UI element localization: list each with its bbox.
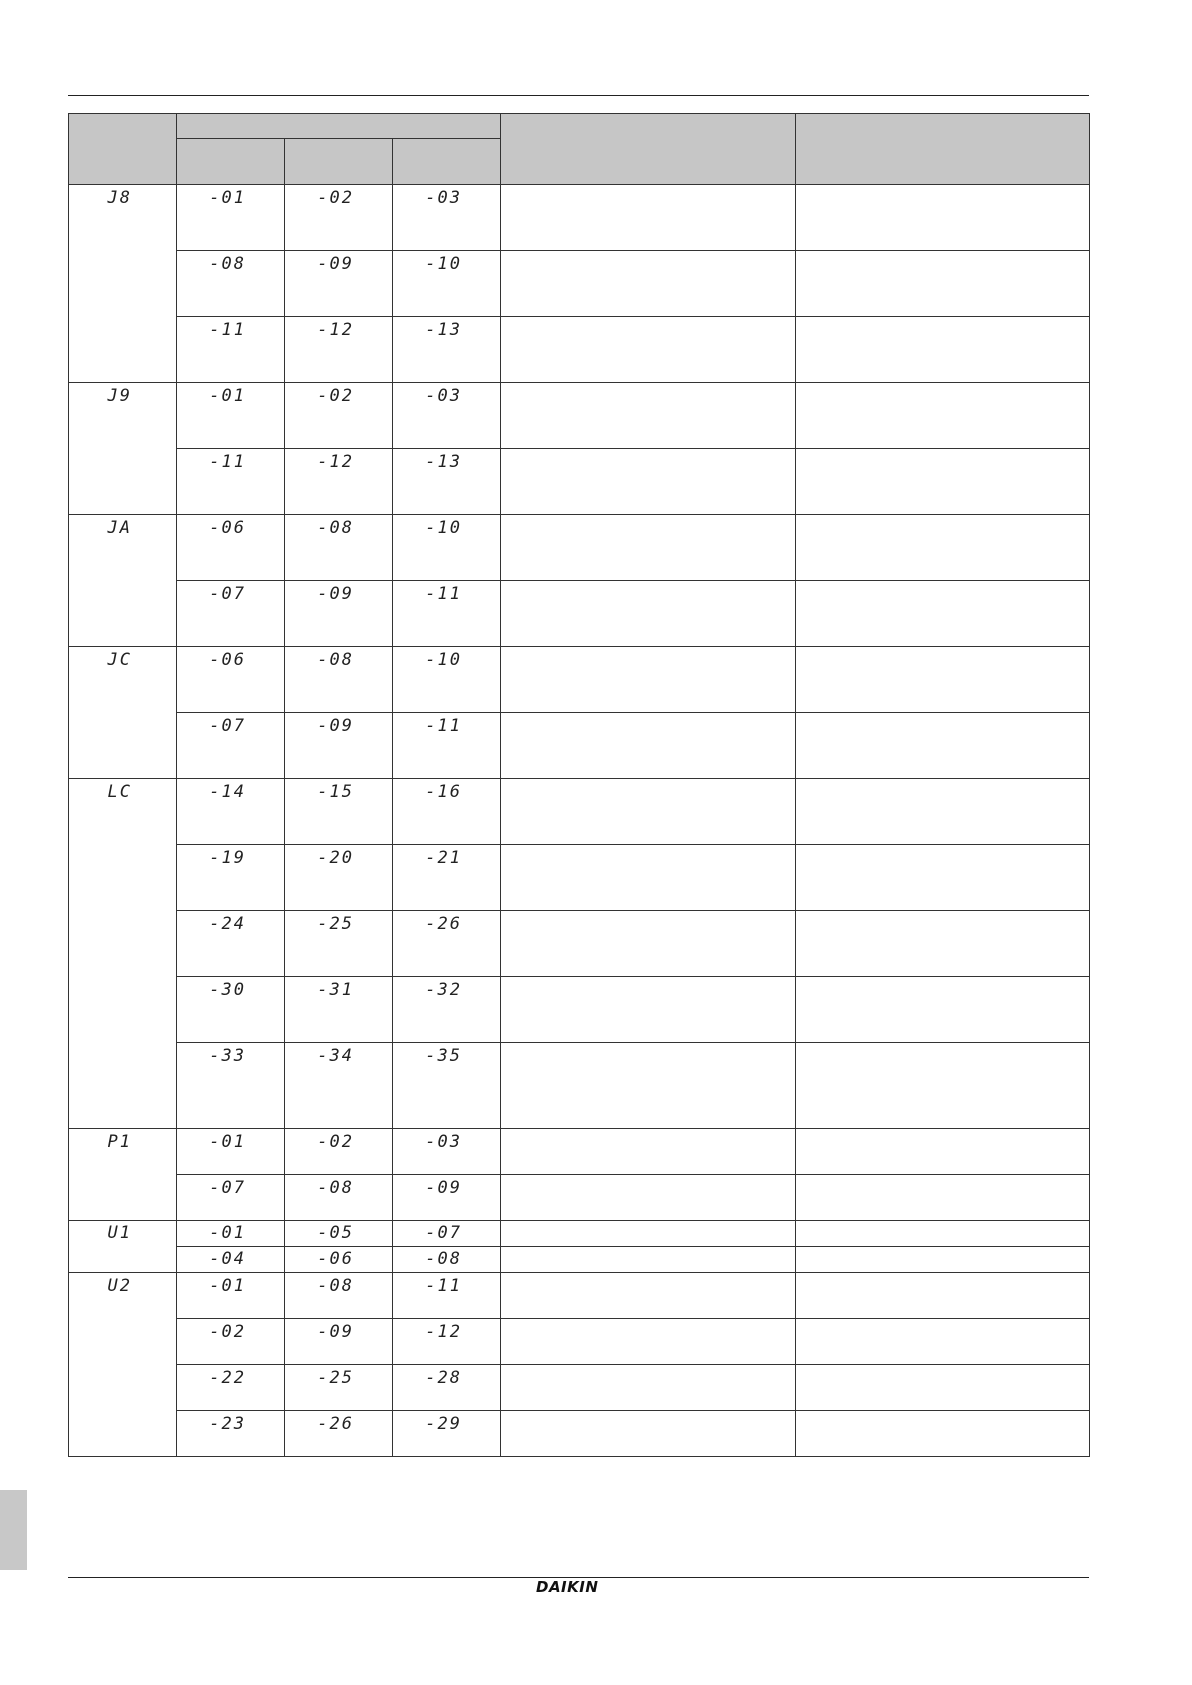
description-cell (501, 317, 796, 383)
sub-code-cell (177, 1043, 285, 1129)
table-row (69, 383, 1090, 449)
sub-code-text: -08 (317, 1178, 354, 1198)
main-code-text: JC (107, 650, 132, 670)
sub-code-cell (285, 317, 393, 383)
sub-code-text: -08 (317, 1276, 354, 1296)
main-code-cell (69, 647, 177, 779)
sub-code-cell (285, 1247, 393, 1273)
main-code-cell (69, 1129, 177, 1221)
table-row (69, 1247, 1090, 1273)
header-sub-code-group (177, 114, 501, 139)
description-cell (501, 1319, 796, 1365)
description-cell (501, 515, 796, 581)
sub-code-text: -09 (317, 1322, 354, 1342)
main-code-text: J9 (107, 386, 132, 406)
sub-code-text: -19 (209, 848, 246, 868)
sub-code-cell (393, 647, 501, 713)
table-row (69, 977, 1090, 1043)
main-code-text: LC (107, 782, 132, 802)
sub-code-cell (177, 647, 285, 713)
sub-code-cell (393, 1319, 501, 1365)
sub-code-text: -34 (317, 1046, 354, 1066)
sub-code-cell (393, 1175, 501, 1221)
solution-cell (796, 185, 1090, 251)
sub-code-cell (285, 1175, 393, 1221)
sub-code-cell (177, 845, 285, 911)
sub-code-text: -02 (317, 188, 354, 208)
sub-code-text: -01 (209, 1223, 246, 1243)
table-row (69, 1411, 1090, 1457)
sub-code-text: -26 (317, 1414, 354, 1434)
sub-code-text: -33 (209, 1046, 246, 1066)
sub-code-cell (285, 383, 393, 449)
description-cell (501, 1043, 796, 1129)
sub-code-cell (177, 515, 285, 581)
sub-code-cell (177, 317, 285, 383)
table-row (69, 1319, 1090, 1365)
sub-code-cell (393, 449, 501, 515)
table-row (69, 1175, 1090, 1221)
sub-code-cell (177, 1411, 285, 1457)
table-row (69, 515, 1090, 581)
sub-code-text: -24 (209, 914, 246, 934)
solution-cell (796, 251, 1090, 317)
sub-code-cell (285, 449, 393, 515)
sub-code-cell (177, 1129, 285, 1175)
side-tab (0, 1490, 27, 1570)
description-cell (501, 1221, 796, 1247)
table-row (69, 1365, 1090, 1411)
sub-code-cell (393, 251, 501, 317)
sub-code-text: -16 (425, 782, 463, 802)
table-row (69, 185, 1090, 251)
solution-cell (796, 581, 1090, 647)
sub-code-cell (285, 251, 393, 317)
main-code-cell (69, 383, 177, 515)
sub-code-cell (285, 1411, 393, 1457)
solution-cell (796, 515, 1090, 581)
sub-code-text: -08 (317, 518, 354, 538)
sub-code-cell (393, 713, 501, 779)
main-code-text: U2 (107, 1276, 132, 1296)
sub-code-cell (285, 647, 393, 713)
main-code-cell (69, 779, 177, 1129)
table-row (69, 845, 1090, 911)
solution-cell (796, 1319, 1090, 1365)
sub-code-text: -09 (317, 716, 354, 736)
sub-code-text: -01 (209, 188, 246, 208)
sub-code-text: -26 (425, 914, 463, 934)
sub-code-text: -08 (317, 650, 354, 670)
sub-code-cell (177, 1319, 285, 1365)
daikin-logo: DAIKIN (536, 1578, 599, 1596)
solution-cell (796, 317, 1090, 383)
sub-code-text: -06 (209, 650, 246, 670)
sub-code-cell (285, 1319, 393, 1365)
main-code-text: JA (107, 518, 132, 538)
header-description (501, 114, 796, 185)
description-cell (501, 1129, 796, 1175)
sub-code-text: -09 (317, 584, 354, 604)
solution-cell (796, 977, 1090, 1043)
sub-code-cell (177, 1247, 285, 1273)
sub-code-text: -03 (425, 188, 463, 208)
sub-code-cell (393, 779, 501, 845)
sub-code-text: -31 (317, 980, 354, 1000)
sub-code-text: -01 (209, 386, 246, 406)
description-cell (501, 977, 796, 1043)
sub-code-cell (177, 713, 285, 779)
error-code-table (68, 113, 1090, 1457)
main-code-text: J8 (107, 188, 132, 208)
sub-code-cell (177, 1273, 285, 1319)
sub-code-cell (393, 383, 501, 449)
sub-code-text: -05 (317, 1223, 354, 1243)
description-cell (501, 845, 796, 911)
header-rule (68, 95, 1089, 96)
table-row (69, 581, 1090, 647)
sub-code-text: -08 (209, 254, 246, 274)
sub-code-text: -07 (425, 1223, 463, 1243)
sub-code-text: -06 (209, 518, 246, 538)
sub-code-text: -11 (209, 452, 246, 472)
header-sub-code-3 (393, 139, 501, 185)
main-code-cell (69, 185, 177, 383)
description-cell (501, 1175, 796, 1221)
sub-code-text: -32 (425, 980, 463, 1000)
main-code-cell (69, 1221, 177, 1273)
sub-code-cell (285, 1129, 393, 1175)
sub-code-cell (177, 449, 285, 515)
sub-code-text: -07 (209, 1178, 246, 1198)
description-cell (501, 1247, 796, 1273)
sub-code-cell (177, 1175, 285, 1221)
header-solution (796, 114, 1090, 185)
solution-cell (796, 449, 1090, 515)
sub-code-text: -03 (425, 386, 463, 406)
sub-code-text: -12 (317, 452, 354, 472)
sub-code-cell (393, 1129, 501, 1175)
solution-cell (796, 1411, 1090, 1457)
main-code-cell (69, 1273, 177, 1457)
sub-code-cell (285, 581, 393, 647)
sub-code-text: -13 (425, 452, 463, 472)
sub-code-text: -10 (425, 650, 463, 670)
sub-code-text: -13 (425, 320, 463, 340)
sub-code-text: -12 (317, 320, 354, 340)
sub-code-cell (285, 1221, 393, 1247)
description-cell (501, 911, 796, 977)
solution-cell (796, 1365, 1090, 1411)
sub-code-cell (393, 911, 501, 977)
sub-code-cell (285, 911, 393, 977)
sub-code-text: -28 (425, 1368, 463, 1388)
main-code-text: U1 (107, 1223, 132, 1243)
main-code-text: P1 (107, 1132, 132, 1152)
sub-code-cell (285, 977, 393, 1043)
header-sub-code-1 (177, 139, 285, 185)
table-row (69, 317, 1090, 383)
solution-cell (796, 713, 1090, 779)
description-cell (501, 779, 796, 845)
solution-cell (796, 1043, 1090, 1129)
sub-code-cell (177, 977, 285, 1043)
solution-cell (796, 911, 1090, 977)
sub-code-cell (285, 845, 393, 911)
table-row (69, 1043, 1090, 1129)
sub-code-text: -07 (209, 584, 246, 604)
sub-code-text: -09 (317, 254, 354, 274)
table-row (69, 779, 1090, 845)
description-cell (501, 647, 796, 713)
sub-code-cell (393, 515, 501, 581)
table-row (69, 449, 1090, 515)
sub-code-cell (285, 713, 393, 779)
description-cell (501, 1365, 796, 1411)
table-row (69, 1129, 1090, 1175)
sub-code-cell (393, 1221, 501, 1247)
table-row (69, 251, 1090, 317)
solution-cell (796, 1221, 1090, 1247)
sub-code-cell (393, 185, 501, 251)
sub-code-text: -12 (425, 1322, 463, 1342)
sub-code-cell (285, 185, 393, 251)
sub-code-text: -11 (209, 320, 246, 340)
description-cell (501, 251, 796, 317)
table-body (69, 185, 1090, 1457)
sub-code-cell (285, 1043, 393, 1129)
header-sub-code-2 (285, 139, 393, 185)
sub-code-cell (177, 383, 285, 449)
sub-code-text: -25 (317, 914, 354, 934)
sub-code-text: -01 (209, 1276, 246, 1296)
solution-cell (796, 1129, 1090, 1175)
sub-code-text: -11 (425, 1276, 463, 1296)
main-code-cell (69, 515, 177, 647)
sub-code-text: -35 (425, 1046, 463, 1066)
sub-code-cell (393, 581, 501, 647)
sub-code-text: -02 (317, 386, 354, 406)
solution-cell (796, 1175, 1090, 1221)
description-cell (501, 383, 796, 449)
solution-cell (796, 845, 1090, 911)
table-row (69, 647, 1090, 713)
sub-code-text: -23 (209, 1414, 246, 1434)
sub-code-cell (393, 1247, 501, 1273)
sub-code-text: -15 (317, 782, 354, 802)
sub-code-text: -22 (209, 1368, 246, 1388)
sub-code-cell (177, 1221, 285, 1247)
solution-cell (796, 647, 1090, 713)
sub-code-cell (393, 317, 501, 383)
sub-code-text: -06 (317, 1249, 354, 1269)
sub-code-cell (393, 977, 501, 1043)
description-cell (501, 581, 796, 647)
sub-code-cell (177, 1365, 285, 1411)
sub-code-cell (393, 1043, 501, 1129)
sub-code-cell (177, 581, 285, 647)
sub-code-text: -20 (317, 848, 354, 868)
description-cell (501, 1411, 796, 1457)
sub-code-text: -11 (425, 716, 463, 736)
sub-code-text: -02 (317, 1132, 354, 1152)
sub-code-text: -04 (209, 1249, 246, 1269)
sub-code-text: -30 (209, 980, 246, 1000)
solution-cell (796, 1247, 1090, 1273)
description-cell (501, 185, 796, 251)
sub-code-cell (285, 515, 393, 581)
table-row (69, 1273, 1090, 1319)
table-row (69, 1221, 1090, 1247)
sub-code-text: -02 (209, 1322, 246, 1342)
sub-code-text: -10 (425, 254, 463, 274)
sub-code-text: -14 (209, 782, 246, 802)
description-cell (501, 713, 796, 779)
description-cell (501, 1273, 796, 1319)
sub-code-text: -03 (425, 1132, 463, 1152)
table-row (69, 911, 1090, 977)
sub-code-text: -07 (209, 716, 246, 736)
sub-code-cell (285, 1365, 393, 1411)
solution-cell (796, 779, 1090, 845)
description-cell (501, 449, 796, 515)
sub-code-cell (177, 911, 285, 977)
sub-code-text: -08 (425, 1249, 463, 1269)
sub-code-cell (393, 1273, 501, 1319)
table-row (69, 713, 1090, 779)
sub-code-cell (285, 1273, 393, 1319)
sub-code-text: -09 (425, 1178, 463, 1198)
solution-cell (796, 1273, 1090, 1319)
header-main-code (69, 114, 177, 185)
sub-code-cell (393, 1365, 501, 1411)
sub-code-text: -10 (425, 518, 463, 538)
sub-code-text: -25 (317, 1368, 354, 1388)
sub-code-cell (393, 1411, 501, 1457)
sub-code-text: -29 (425, 1414, 463, 1434)
sub-code-text: -21 (425, 848, 463, 868)
solution-cell (796, 383, 1090, 449)
sub-code-cell (285, 779, 393, 845)
sub-code-cell (177, 251, 285, 317)
sub-code-cell (177, 185, 285, 251)
sub-code-text: -11 (425, 584, 463, 604)
sub-code-text: -01 (209, 1132, 246, 1152)
sub-code-cell (393, 845, 501, 911)
sub-code-cell (177, 779, 285, 845)
